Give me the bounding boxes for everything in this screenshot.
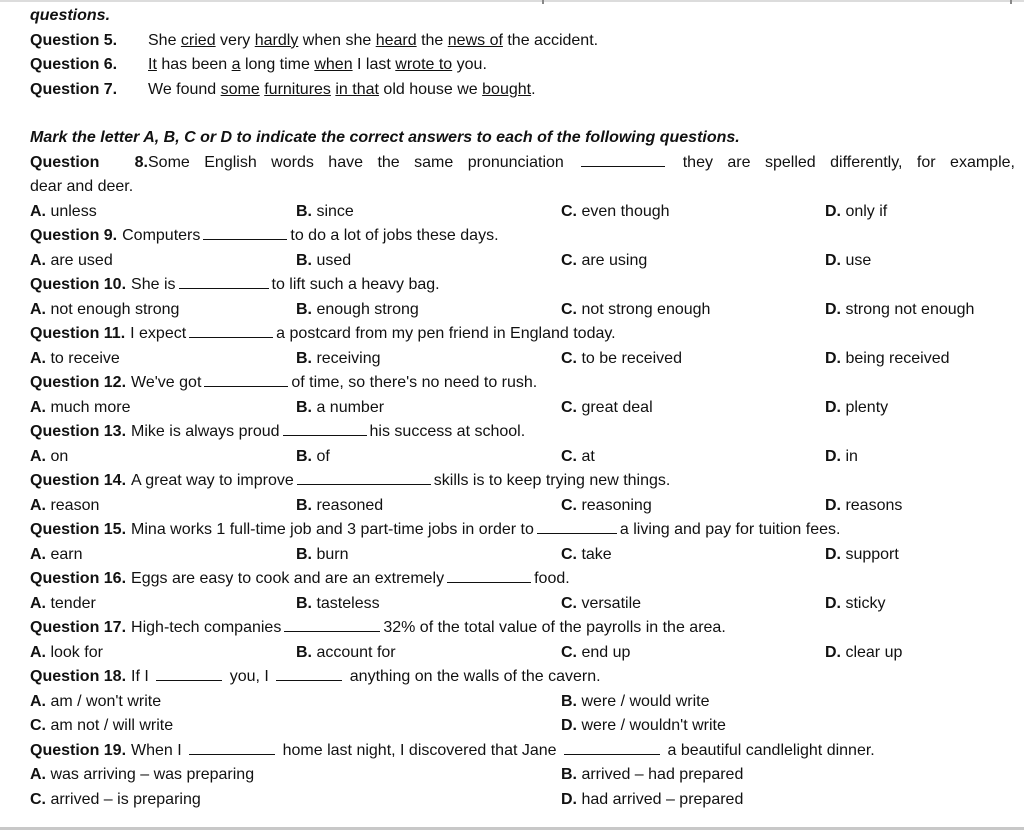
question-8-continuation: dear and deer. <box>30 178 134 195</box>
option-text: great deal <box>581 398 653 416</box>
underlined-segment: some <box>220 80 260 98</box>
question-text: home last night, I discovered that Jane <box>282 741 557 759</box>
intro-tail: questions. <box>30 7 111 24</box>
option-letter: D. <box>825 545 841 563</box>
option-letter: B. <box>296 202 312 220</box>
underlined-segment: It <box>148 56 157 73</box>
option-a <box>30 396 130 421</box>
underlined-segment: furnitures <box>264 80 331 98</box>
option-text: use <box>845 251 872 269</box>
option-text: sticky <box>845 594 886 612</box>
option-c <box>561 641 630 666</box>
answer-blank <box>276 666 342 681</box>
option-letter: D. <box>561 790 577 808</box>
option-text: look for <box>50 643 103 661</box>
question-9-options <box>30 249 1015 274</box>
question-text: a living and pay for tuition fees. <box>619 521 841 538</box>
option-b <box>296 543 348 568</box>
question-text: his success at school. <box>369 423 526 440</box>
option-letter: C. <box>30 790 46 808</box>
option-text: of <box>316 447 330 465</box>
answer-blank <box>203 225 287 240</box>
question-5 <box>30 29 1015 54</box>
underlined-segment: hardly <box>254 31 299 49</box>
worksheet-page <box>30 4 1015 812</box>
question-text-after: they are spelled differently, for example, <box>682 153 1015 171</box>
question-label: Question 13. <box>30 423 127 440</box>
option-text: unless <box>50 202 97 220</box>
question-label: Question 6. <box>30 56 118 73</box>
option-letter: C. <box>30 717 46 734</box>
answer-blank <box>284 617 380 632</box>
answer-blank <box>179 274 269 289</box>
option-letter: C. <box>561 594 577 612</box>
question-text: of time, so there's no need to rush. <box>291 374 538 391</box>
question-label: Question 12. <box>30 374 127 391</box>
option-text: tender <box>50 594 96 612</box>
option-letter: D. <box>825 447 841 465</box>
option-letter: B. <box>296 643 312 661</box>
question-13-options <box>30 445 1015 470</box>
answer-blank <box>189 323 273 338</box>
option-text: reasoning <box>581 496 652 514</box>
option-letter: C. <box>561 251 577 269</box>
text-segment: very <box>215 31 255 49</box>
question-15-options <box>30 543 1015 568</box>
option-text: at <box>581 447 595 465</box>
question-17-options <box>30 641 1015 666</box>
option-letter: D. <box>561 717 577 734</box>
question-text: to do a lot of jobs these days. <box>290 227 499 244</box>
option-text: a number <box>316 398 385 416</box>
option-text: burn <box>316 545 349 563</box>
text-segment: We found <box>148 80 221 98</box>
question-text-before: Some English words have the same pronunciation <box>148 153 564 171</box>
option-text: am / won't write <box>50 692 162 710</box>
option-a <box>30 690 161 715</box>
option-letter: C. <box>561 300 577 318</box>
underlined-segment: when <box>314 56 353 73</box>
question-18 <box>30 665 1015 690</box>
option-text: clear up <box>845 643 903 661</box>
option-a <box>30 347 120 372</box>
option-b <box>296 494 383 519</box>
option-letter: D. <box>825 594 841 612</box>
option-letter: A. <box>30 447 46 465</box>
option-text: even though <box>581 202 670 220</box>
text-segment: . <box>531 80 536 98</box>
question-label: Question 19. <box>30 741 127 759</box>
text-segment: old house we <box>378 80 483 98</box>
option-text: arrived – had prepared <box>581 766 744 783</box>
top-rule <box>0 0 1024 2</box>
question-text: A great way to improve <box>131 472 294 489</box>
option-letter: A. <box>30 300 46 318</box>
option-letter: A. <box>30 496 46 514</box>
option-text: not enough strong <box>50 300 180 318</box>
option-d <box>825 641 902 666</box>
question-12 <box>30 371 1015 396</box>
question-text: Mina works 1 full-time job and 3 part-time jobs in order to <box>131 521 534 538</box>
option-text: tasteless <box>316 594 380 612</box>
option-letter: C. <box>561 643 577 661</box>
option-text: account for <box>316 643 396 661</box>
option-d <box>825 298 974 323</box>
option-letter: A. <box>30 398 46 416</box>
option-c <box>561 249 647 274</box>
underlined-segment: bought <box>482 80 532 98</box>
answer-blank <box>297 470 431 485</box>
option-text: earn <box>50 545 83 563</box>
option-c <box>561 543 612 568</box>
option-text: on <box>50 447 69 465</box>
option-text: had arrived – prepared <box>581 790 744 808</box>
option-text: reasoned <box>316 496 384 514</box>
option-b <box>296 445 330 470</box>
question-label: Question 5. <box>30 31 118 49</box>
answer-blank <box>564 740 660 755</box>
answer-blank <box>581 152 665 167</box>
option-text: are using <box>581 251 648 269</box>
option-d <box>825 494 902 519</box>
option-letter: C. <box>561 447 577 465</box>
option-d <box>825 592 885 617</box>
option-letter: B. <box>296 594 312 612</box>
option-letter: B. <box>296 349 312 367</box>
question-8 <box>30 151 1015 176</box>
question-text: Computers <box>122 227 201 244</box>
option-letter: C. <box>561 545 577 563</box>
option-a <box>30 445 68 470</box>
option-a <box>30 641 103 666</box>
question-text: She is <box>131 276 176 293</box>
option-letter: A. <box>30 251 46 269</box>
option-letter: A. <box>30 692 46 710</box>
option-text: was arriving – was preparing <box>50 766 255 783</box>
option-text: in <box>845 447 858 465</box>
option-a <box>30 763 254 788</box>
option-c <box>561 396 653 421</box>
option-letter: D. <box>825 251 841 269</box>
question-list <box>30 224 1015 665</box>
question-16-options <box>30 592 1015 617</box>
option-letter: A. <box>30 545 46 563</box>
question-19-options-row-2 <box>30 788 1015 813</box>
option-text: were / wouldn't write <box>581 717 726 734</box>
question-label: Question 15. <box>30 521 127 538</box>
option-text: reasons <box>845 496 903 514</box>
option-text: since <box>316 202 354 220</box>
option-text: receiving <box>316 349 381 367</box>
question-label: Question 18. <box>30 668 127 685</box>
option-text: take <box>581 545 612 563</box>
option-letter: B. <box>296 447 312 465</box>
answer-blank <box>189 740 275 755</box>
option-letter: A. <box>30 766 46 783</box>
option-c <box>561 445 595 470</box>
option-b <box>296 592 380 617</box>
option-text: arrived – is preparing <box>50 790 201 808</box>
question-label: Question 8. <box>30 153 148 171</box>
question-12-options <box>30 396 1015 421</box>
option-b <box>296 298 419 323</box>
option-text: to be received <box>581 349 682 367</box>
option-a <box>30 543 82 568</box>
answer-blank <box>283 421 367 436</box>
option-d <box>825 249 871 274</box>
answer-blank <box>204 372 288 387</box>
option-text: plenty <box>845 398 889 416</box>
option-letter: A. <box>30 202 46 220</box>
option-text: are used <box>50 251 113 269</box>
option-letter: D. <box>825 643 841 661</box>
question-10 <box>30 273 1015 298</box>
option-d <box>825 543 899 568</box>
option-text: much more <box>50 398 131 416</box>
option-letter: A. <box>30 349 46 367</box>
question-19-options-row-1 <box>30 763 1015 788</box>
option-letter: D. <box>825 349 841 367</box>
question-text: you, I <box>229 668 269 685</box>
option-letter: C. <box>561 496 577 514</box>
question-text: Mike is always proud <box>131 423 280 440</box>
question-text: to lift such a heavy bag. <box>271 276 440 293</box>
question-text: skills is to keep trying new things. <box>433 472 671 489</box>
option-text: support <box>845 545 899 563</box>
underlined-segment: cried <box>180 31 216 49</box>
option-letter: C. <box>561 398 577 416</box>
question-19 <box>30 739 1015 764</box>
option-b <box>296 200 354 225</box>
option-c <box>561 298 710 323</box>
error-identification-questions <box>30 29 1015 103</box>
question-14 <box>30 469 1015 494</box>
option-text: used <box>316 251 352 269</box>
option-text: being received <box>845 349 950 367</box>
option-letter: D. <box>825 496 841 514</box>
question-text: When I <box>131 741 182 759</box>
option-letter: A. <box>30 594 46 612</box>
text-segment: She <box>148 31 181 49</box>
option-d <box>561 788 743 813</box>
option-b <box>296 347 380 372</box>
question-7 <box>30 78 1015 103</box>
option-letter: A. <box>30 643 46 661</box>
underlined-segment: news of <box>447 31 503 49</box>
text-segment: has been <box>156 56 232 73</box>
question-9 <box>30 224 1015 249</box>
option-a <box>30 494 99 519</box>
question-text: a beautiful candlelight dinner. <box>667 741 875 759</box>
question-text: High-tech companies <box>131 619 282 636</box>
option-text: reason <box>50 496 100 514</box>
option-text: not strong enough <box>581 300 711 318</box>
option-d <box>825 200 887 225</box>
option-c <box>30 714 173 739</box>
question-label: Question 10. <box>30 276 127 293</box>
question-15 <box>30 518 1015 543</box>
underlined-segment: wrote to <box>395 56 453 73</box>
option-text: end up <box>581 643 631 661</box>
option-letter: D. <box>825 398 841 416</box>
question-text: Eggs are easy to cook and are an extremely <box>131 570 445 587</box>
answer-blank <box>447 568 531 583</box>
question-11-options <box>30 347 1015 372</box>
answer-blank <box>156 666 222 681</box>
text-segment: you. <box>452 56 487 73</box>
text-segment: long time <box>240 56 315 73</box>
question-13 <box>30 420 1015 445</box>
option-c <box>30 788 201 813</box>
option-a <box>30 592 96 617</box>
question-label: Question 17. <box>30 619 127 636</box>
option-b <box>561 690 710 715</box>
underlined-segment: a <box>231 56 241 73</box>
question-17 <box>30 616 1015 641</box>
text-segment: when she <box>298 31 376 49</box>
option-letter: B. <box>296 496 312 514</box>
question-text: We've got <box>131 374 202 391</box>
question-label: Question 9. <box>30 227 118 244</box>
question-8-options <box>30 200 1015 225</box>
question-text: I expect <box>130 325 187 342</box>
underlined-segment: heard <box>375 31 417 49</box>
option-letter: D. <box>825 202 841 220</box>
option-letter: D. <box>825 300 841 318</box>
option-c <box>561 592 641 617</box>
text-segment: the accident. <box>502 31 599 49</box>
underlined-segment: in that <box>335 80 379 98</box>
option-letter: C. <box>561 202 577 220</box>
option-text: versatile <box>581 594 642 612</box>
question-6 <box>30 53 1015 78</box>
question-label: Question 14. <box>30 472 127 489</box>
question-16 <box>30 567 1015 592</box>
option-text: were / would write <box>581 692 710 710</box>
option-c <box>561 347 682 372</box>
text-segment: the <box>416 31 448 49</box>
question-14-options <box>30 494 1015 519</box>
section-header: Mark the letter A, B, C or D to indicate the correct answers to each of the following questions. <box>30 129 740 146</box>
question-text: food. <box>534 570 570 587</box>
option-text: am not / will write <box>50 717 174 734</box>
option-d <box>825 445 858 470</box>
question-label: Question 11. <box>30 325 126 342</box>
option-letter: C. <box>561 349 577 367</box>
question-text: If I <box>131 668 149 685</box>
option-d <box>825 396 888 421</box>
option-letter: B. <box>561 766 577 783</box>
option-text: strong not enough <box>845 300 975 318</box>
option-text: to receive <box>50 349 120 367</box>
answer-blank <box>537 519 617 534</box>
text-segment: I last <box>352 56 396 73</box>
question-text: anything on the walls of the cavern. <box>349 668 601 685</box>
question-text: 32% of the total value of the payrolls in the area. <box>383 619 726 636</box>
option-d <box>561 714 726 739</box>
question-11 <box>30 322 1015 347</box>
option-a <box>30 249 113 274</box>
option-c <box>561 494 652 519</box>
section-spacer <box>30 102 1015 126</box>
option-b <box>296 396 384 421</box>
option-b <box>561 763 743 788</box>
option-b <box>296 641 396 666</box>
option-letter: B. <box>561 692 577 710</box>
option-text: only if <box>845 202 888 220</box>
question-10-options <box>30 298 1015 323</box>
question-18-options-row-2 <box>30 714 1015 739</box>
question-18-options-row-1 <box>30 690 1015 715</box>
option-text: enough strong <box>316 300 419 318</box>
option-letter: B. <box>296 300 312 318</box>
option-letter: B. <box>296 251 312 269</box>
question-label: Question 7. <box>30 80 118 98</box>
option-letter: B. <box>296 398 312 416</box>
option-d <box>825 347 950 372</box>
option-c <box>561 200 670 225</box>
question-label: Question 16. <box>30 570 127 587</box>
question-text: a postcard from my pen friend in England today. <box>276 325 616 342</box>
option-letter: B. <box>296 545 312 563</box>
option-b <box>296 249 351 274</box>
option-a <box>30 298 179 323</box>
option-a <box>30 200 97 225</box>
